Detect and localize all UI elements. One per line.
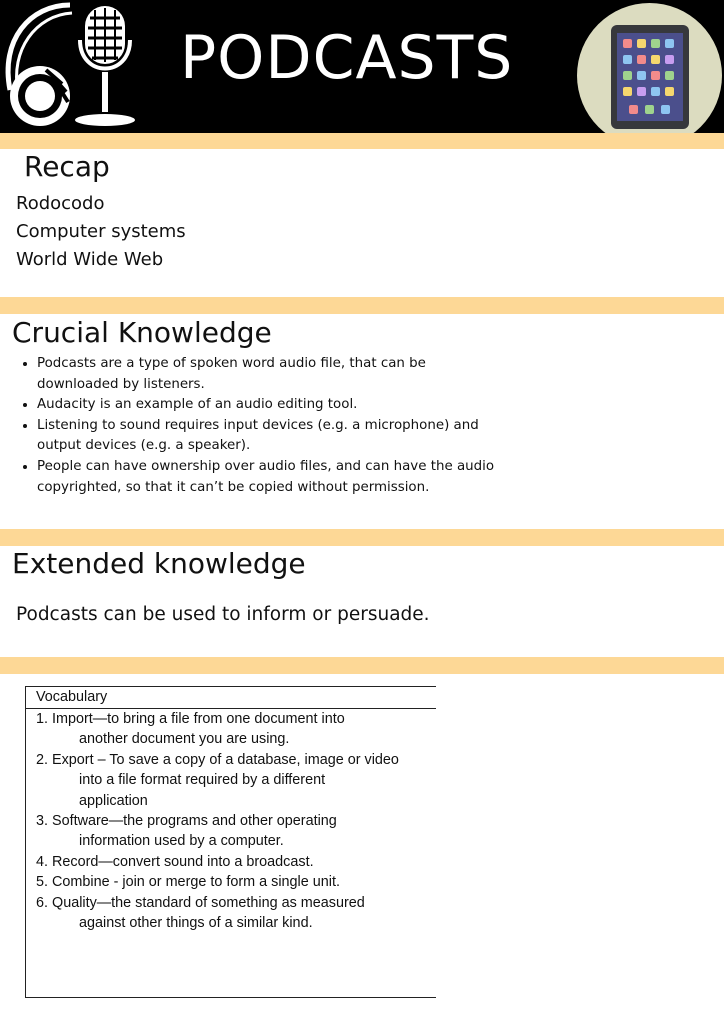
tablet-apps-icon xyxy=(577,3,722,148)
vocabulary-item: 5. Combine - join or merge to form a single unit. xyxy=(36,874,340,891)
crucial-list xyxy=(18,354,507,498)
extended-title: Extended knowledge xyxy=(12,547,306,580)
extended-text: Podcasts can be used to inform or persuade. xyxy=(16,604,430,625)
vocabulary-item: 3. Software—the programs and other operating information used by a computer. xyxy=(36,813,337,850)
crucial-bullet: • Audacity is an example of an audio editing tool. xyxy=(37,395,507,416)
crucial-bullet: • People can have ownership over audio files, and can have the audio copyrighted, so that it can’t be copied without permission. xyxy=(37,457,507,498)
divider-band xyxy=(0,657,724,674)
recap-list xyxy=(16,190,186,274)
crucial-title: Crucial Knowledge xyxy=(12,316,272,349)
vocabulary-heading: Vocabulary xyxy=(26,687,436,709)
vocabulary-item: 1. Import—to bring a file from one document into another document you are using. xyxy=(36,711,345,748)
divider-band xyxy=(0,529,724,546)
headphones-microphone-icon xyxy=(0,0,150,133)
divider-band xyxy=(0,297,724,314)
crucial-bullet: • Podcasts are a type of spoken word audio file, that can be downloaded by listeners. xyxy=(37,354,507,395)
tablet-badge xyxy=(577,3,722,148)
vocabulary-item: 2. Export – To save a copy of a database, image or video into a file format required by a different application xyxy=(36,751,399,809)
recap-item: Rodocodo xyxy=(16,193,105,214)
page-title: PODCASTS xyxy=(180,23,514,93)
recap-title: Recap xyxy=(24,150,110,183)
recap-item: Computer systems xyxy=(16,221,186,242)
vocabulary-item: 6. Quality—the standard of something as measured against other things of a similar kind. xyxy=(36,894,365,932)
crucial-bullet: • Listening to sound requires input devices (e.g. a microphone) and output devices (e.g. a speaker). xyxy=(37,416,507,457)
recap-item: World Wide Web xyxy=(16,249,164,270)
divider-band xyxy=(0,133,724,149)
vocabulary-box xyxy=(25,686,436,998)
vocabulary-list xyxy=(26,709,436,933)
vocabulary-item: 4. Record—convert sound into a broadcast. xyxy=(36,853,314,870)
